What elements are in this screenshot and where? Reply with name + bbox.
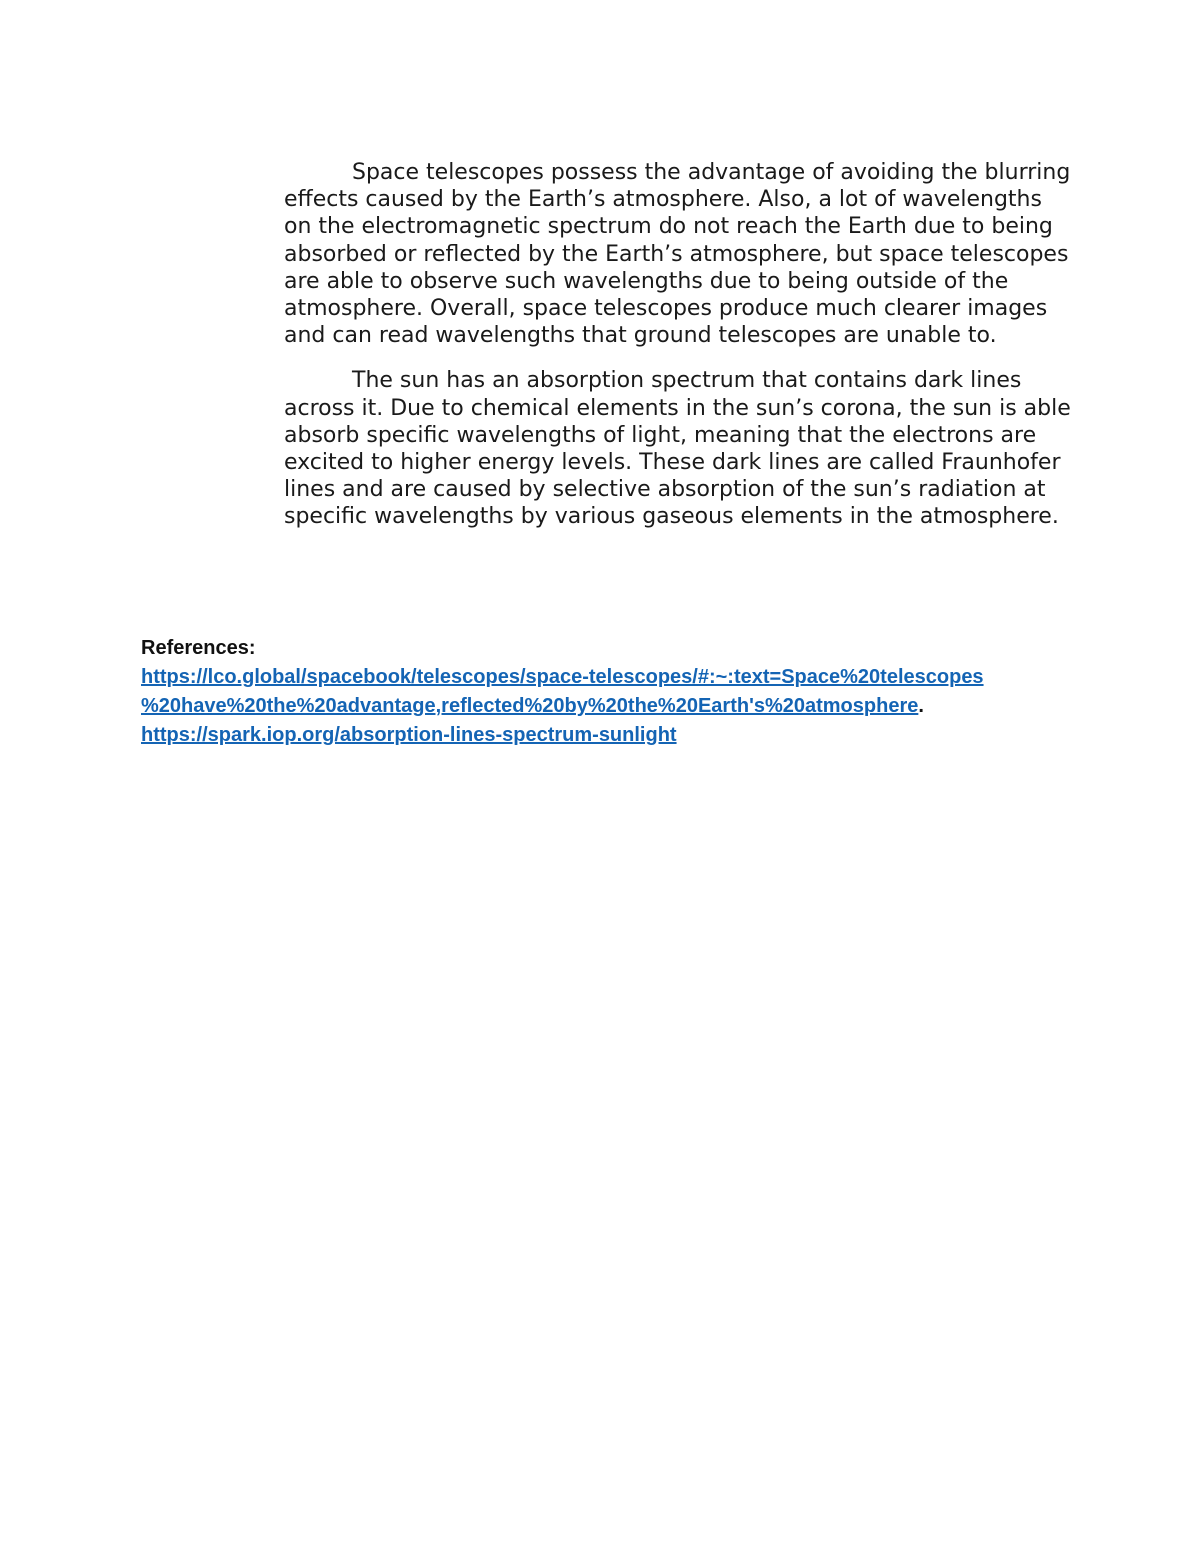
references-heading: References: [141, 637, 256, 659]
paragraph-sun-absorption: The sun has an absorption spectrum that contains dark lines across it. Due to chemical elements in the sun’s corona, the sun is able absorb specific wavelengths of light, meaning that the electrons are excited to higher energy levels. These dark lines are called Fraunhofer lines and are caused by selective absorption of the sun’s radiation at specific wavelengths by various gaseous elements in the atmosphere. [284, 368, 1071, 530]
references-section [141, 634, 1101, 750]
reference-1-line-1 [141, 663, 1101, 692]
body-text [284, 159, 1074, 549]
reference-link-iop[interactable]: https://spark.iop.org/absorption-lines-spectrum-sunlight [141, 724, 677, 746]
reference-link-lco-part-1[interactable]: https://lco.global/spacebook/telescopes/space-telescopes/#:~:text=Space%20telescopes [141, 666, 984, 688]
reference-link-lco-part-2[interactable]: %20have%20the%20advantage,reflected%20by%20the%20Earth's%20atmosphere [141, 695, 919, 717]
paragraph-space-telescopes: Space telescopes possess the advantage of avoiding the blurring effects caused by the Earth’s atmosphere. Also, a lot of wavelengths on the electromagnetic spectrum do not reach the Earth due to being absorbed or reflected by the Earth’s atmosphere, but space telescopes are able to observe such wavelengths due to being outside of the atmosphere. Overall, space telescopes produce much clearer images and can read wavelengths that ground telescopes are unable to. [284, 160, 1071, 349]
reference-1-line-2 [141, 692, 1101, 721]
reference-1-period: . [918, 695, 924, 717]
reference-2-line [141, 721, 1101, 750]
